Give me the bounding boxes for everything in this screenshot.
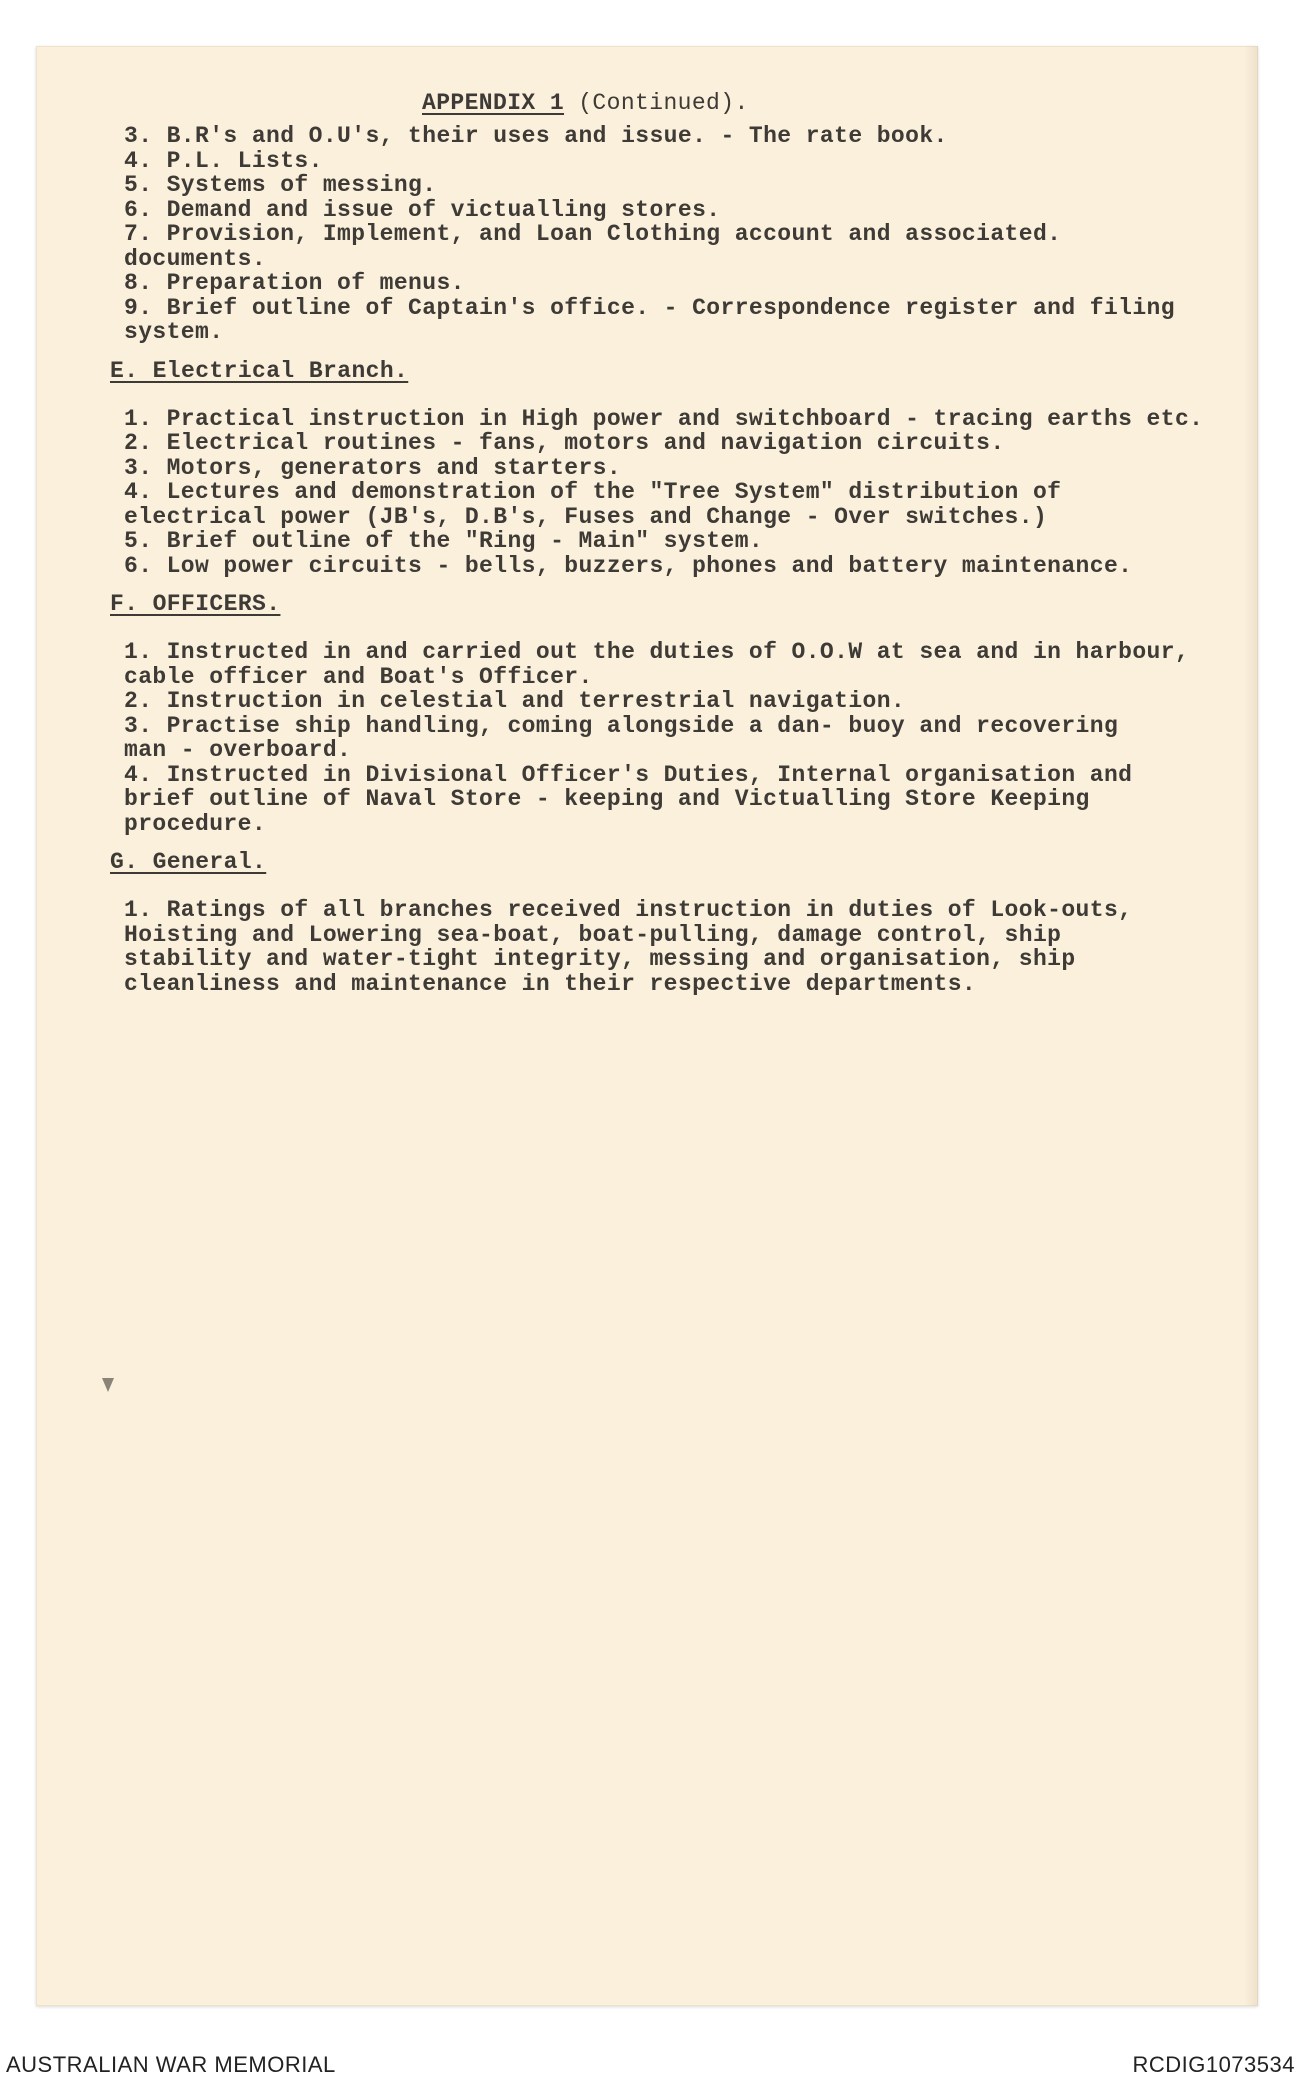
appendix-title — [422, 86, 1264, 124]
list-item: 3. Motors, generators and starters. — [124, 454, 622, 481]
typed-text — [110, 86, 1264, 997]
pencil-arrow-mark — [102, 1378, 114, 1392]
list-item: 7. Provision, Implement, and Loan Clothing account and associated. — [124, 221, 1062, 247]
list-item: 8. Preparation of menus. — [124, 270, 465, 296]
list-item: 2. Instruction in celestial and terrestrial navigation. — [124, 688, 906, 714]
list-item: Hoisting and Lowering sea-boat, boat-pulling, damage control, ship — [124, 921, 1062, 948]
section-heading-electrical: E. Electrical Branch. — [110, 357, 409, 384]
list-item: 1. Practical instruction in High power and switchboard - tracing earths etc. — [124, 405, 1204, 432]
list-item: 9. Brief outline of Captain's office. - Correspondence register and filing — [124, 294, 1175, 321]
footer-record-id: RCDIG1073534 — [1132, 2052, 1295, 2077]
list-item: system. — [124, 319, 224, 345]
list-item: brief outline of Naval Store - keeping and Victualling Store Keeping — [124, 786, 1090, 812]
section-heading-general: G. General. — [110, 849, 267, 875]
list-item: 6. Demand and issue of victualling stores. — [124, 196, 721, 223]
list-item: cable officer and Boat's Officer. — [124, 663, 593, 690]
list-item: 4. Instructed in Divisional Officer's Duties, Internal organisation and — [124, 761, 1133, 788]
section-heading-officers: F. OFFICERS. — [110, 591, 281, 617]
list-item: 1. Instructed in and carried out the duties of O.O.W at sea and in harbour, — [124, 639, 1190, 665]
list-item: man - overboard. — [124, 737, 352, 763]
appendix-title-suffix: (Continued). — [564, 90, 749, 116]
list-item: 5. Brief outline of the "Ring - Main" system. — [124, 528, 764, 554]
list-item: stability and water-tight integrity, messing and organisation, ship — [124, 946, 1076, 972]
list-item: procedure. — [124, 810, 267, 837]
list-item: 3. B.R's and O.U's, their uses and issue. - The rate book. — [124, 123, 948, 149]
section-f-list — [124, 640, 1264, 836]
section-d-list — [124, 124, 1264, 345]
section-e-list — [124, 407, 1264, 579]
list-item: 3. Practise ship handling, coming alongside a dan- buoy and recovering — [124, 712, 1119, 739]
list-item: electrical power (JB's, D.B's, Fuses and Change - Over switches.) — [124, 503, 1048, 530]
list-item: cleanliness and maintenance in their respective departments. — [124, 970, 977, 997]
list-item: 4. P.L. Lists. — [124, 147, 323, 174]
list-item: 4. Lectures and demonstration of the "Tree System" distribution of — [124, 479, 1062, 505]
appendix-title-main: APPENDIX 1 — [422, 90, 565, 116]
list-item: 1. Ratings of all branches received instruction in duties of Look-outs, — [124, 897, 1133, 923]
footer-archive-name: AUSTRALIAN WAR MEMORIAL — [6, 2052, 336, 2077]
list-item: documents. — [124, 245, 267, 272]
list-item: 5. Systems of messing. — [124, 172, 437, 198]
section-g-list — [124, 898, 1264, 996]
list-item: 2. Electrical routines - fans, motors and navigation circuits. — [124, 430, 1005, 456]
list-item: 6. Low power circuits - bells, buzzers, phones and battery maintenance. — [124, 552, 1133, 579]
